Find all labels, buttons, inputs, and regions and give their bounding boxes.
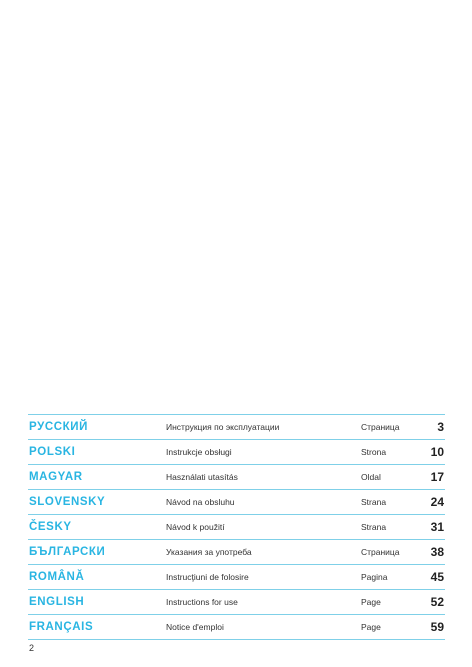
- toc-title: Указания за употреба: [166, 547, 252, 557]
- toc-title: Notice d'emploi: [166, 622, 224, 632]
- toc-page-number: 59: [430, 620, 444, 634]
- toc-page-label: Страница: [361, 547, 400, 557]
- toc-page-label: Strana: [361, 497, 387, 507]
- toc-title: Használati utasítás: [166, 472, 238, 482]
- toc-language: ENGLISH: [29, 596, 85, 608]
- toc-page-number: 31: [430, 520, 444, 534]
- page-number: 2: [29, 643, 35, 653]
- toc-page-number: 10: [430, 445, 444, 459]
- toc-row: [28, 515, 445, 540]
- toc-title: Instrukcje obsługi: [166, 447, 232, 457]
- toc-title: Инструкция по эксплуатации: [166, 422, 280, 432]
- toc-page-label: Страница: [361, 422, 400, 432]
- toc-row: [28, 540, 445, 565]
- toc-title: Návod k použití: [166, 522, 225, 532]
- toc-page-label: Strana: [361, 522, 387, 532]
- toc-row: [28, 615, 445, 640]
- toc-page-number: 24: [430, 495, 444, 509]
- toc-page-number: 17: [430, 470, 444, 484]
- toc-row: [28, 465, 445, 490]
- toc-page-number: 45: [430, 570, 444, 584]
- toc-page-number: 52: [430, 595, 444, 609]
- toc-language: БЪЛГАРСКИ: [29, 546, 106, 558]
- toc-title: Instrucţiuni de folosire: [166, 572, 249, 582]
- toc-language: FRANÇAIS: [29, 621, 94, 633]
- toc-page-label: Pagina: [361, 572, 388, 582]
- table-of-contents: [28, 414, 445, 640]
- toc-row: [28, 590, 445, 615]
- toc-title: Instructions for use: [166, 597, 238, 607]
- toc-page-label: Page: [361, 622, 381, 632]
- toc-page-label: Page: [361, 597, 381, 607]
- toc-language: РУССКИЙ: [29, 421, 89, 433]
- toc-language: POLSKI: [29, 446, 76, 458]
- toc-language: SLOVENSKY: [29, 496, 106, 508]
- toc-row: [28, 415, 445, 440]
- toc-row: [28, 440, 445, 465]
- toc-row: [28, 565, 445, 590]
- toc-language: ROMÂNĂ: [29, 571, 85, 583]
- toc-page-number: 3: [437, 420, 444, 434]
- toc-page-label: Oldal: [361, 472, 381, 482]
- toc-page-label: Strona: [361, 447, 387, 457]
- toc-row: [28, 490, 445, 515]
- toc-language: MAGYAR: [29, 471, 83, 483]
- toc-title: Návod na obsluhu: [166, 497, 235, 507]
- toc-page-number: 38: [430, 545, 444, 559]
- toc-language: ČESKY: [29, 521, 72, 533]
